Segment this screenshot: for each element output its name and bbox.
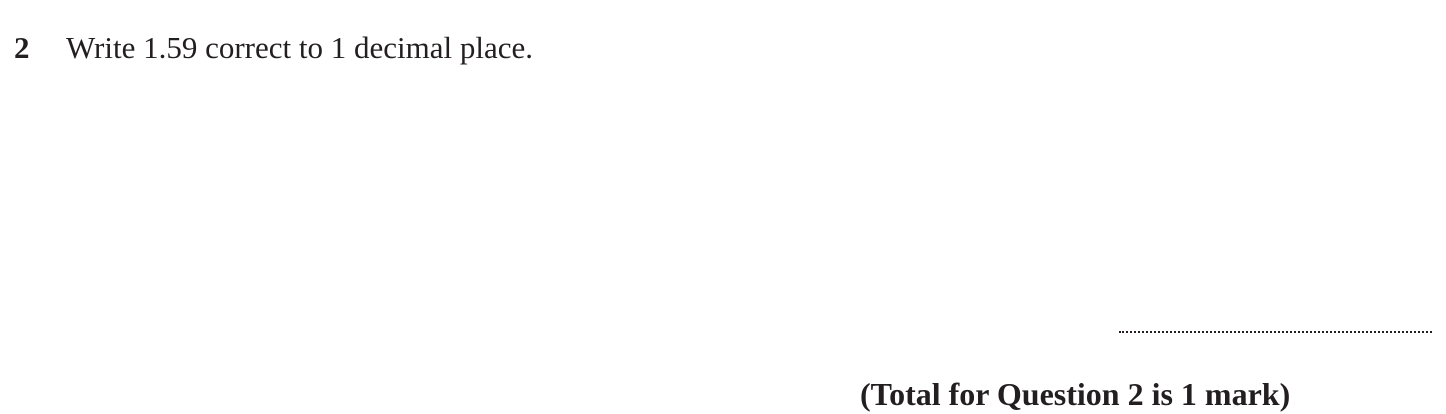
- answer-line[interactable]: [1119, 331, 1432, 333]
- question-number: 2: [14, 30, 30, 65]
- total-marks: (Total for Question 2 is 1 mark): [860, 376, 1291, 412]
- question-text: Write 1.59 correct to 1 decimal place.: [66, 30, 533, 65]
